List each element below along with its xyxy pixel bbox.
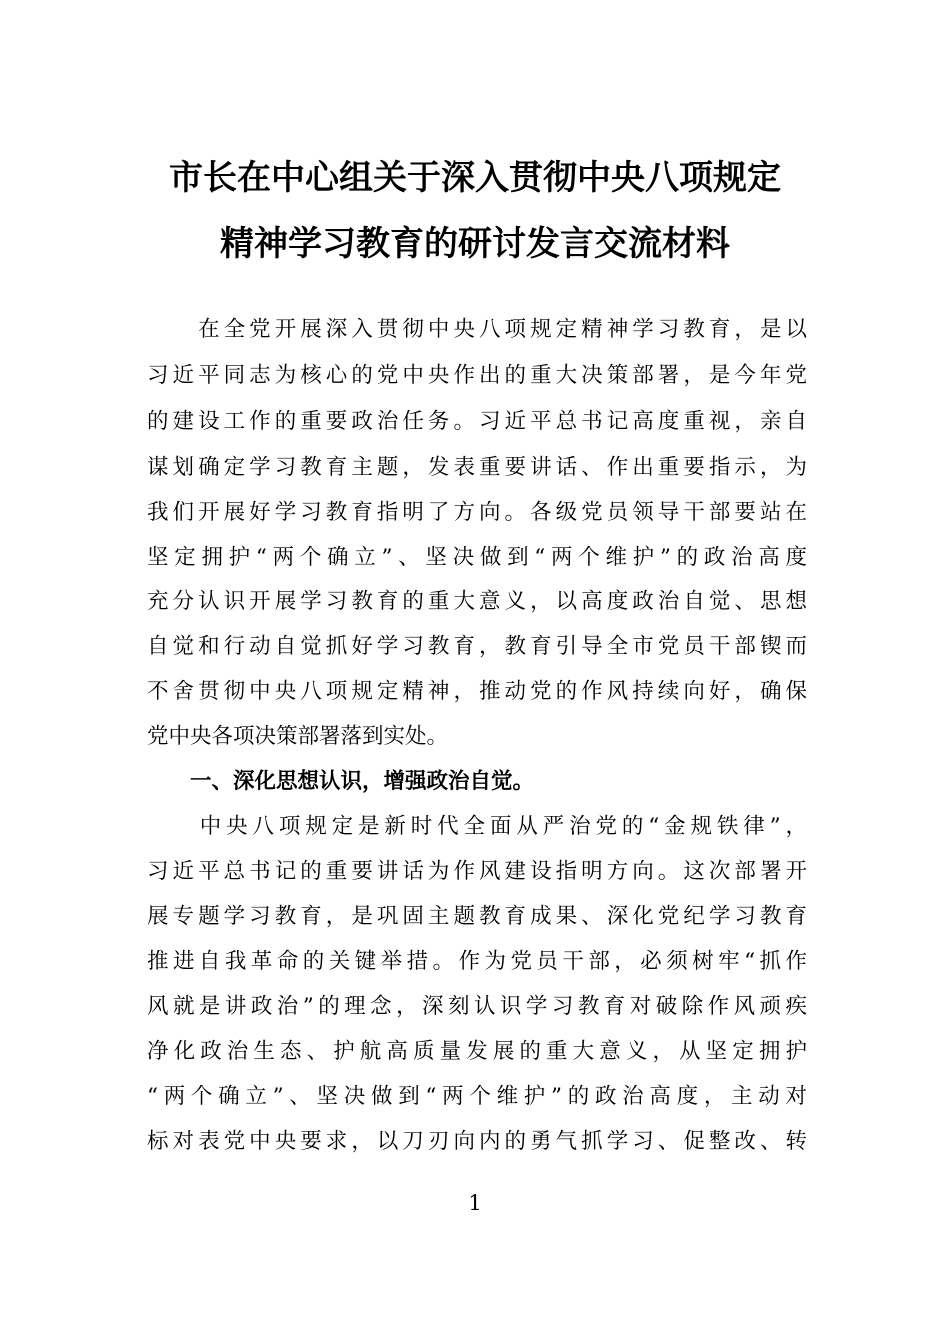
section-heading: 一、深化思想认识，增强政治自觉。 <box>190 769 535 794</box>
paragraph-1-line: 我们开展好学习教育指明了方向。各级党员领导干部要站在 <box>147 500 807 525</box>
paragraph-1-line: 党中央各项决策部署落到实处。 <box>147 724 449 749</box>
paragraph-1-line: 充分认识开展学习教育的重大意义，以高度政治自觉、思想 <box>147 589 807 614</box>
paragraph-1-line: 不舍贯彻中央八项规定精神，推动党的作风持续向好，确保 <box>147 679 807 704</box>
paragraph-1-line: 习近平同志为核心的党中央作出的重大决策部署，是今年党 <box>147 363 807 388</box>
paragraph-1-line: 自觉和行动自觉抓好学习教育，教育引导全市党员干部锲而 <box>147 634 807 659</box>
paragraph-2-line: 展专题学习教育，是巩固主题教育成果、深化党纪学习教育 <box>147 904 807 929</box>
document-title-line-1: 市长在中心组关于深入贯彻中央八项规定 <box>169 158 781 198</box>
paragraph-2-line: 推进自我革命的关键举措。作为党员干部，必须树牢“抓作 <box>147 949 807 974</box>
paragraph-1-line: 坚定拥护“两个确立”、坚决做到“两个维护”的政治高度 <box>147 545 807 570</box>
paragraph-2-line: 习近平总书记的重要讲话为作风建设指明方向。这次部署开 <box>147 859 807 884</box>
paragraph-2-line: 标对表党中央要求，以刀刃向内的勇气抓学习、促整改、转 <box>147 1129 807 1154</box>
paragraph-2-line: 中央八项规定是新时代全面从严治党的“金规铁律”， <box>147 814 807 839</box>
paragraph-1-line: 的建设工作的重要政治任务。习近平总书记高度重视，亲自 <box>147 409 807 434</box>
paragraph-2-line: 净化政治生态、护航高质量发展的重大意义，从坚定拥护 <box>147 1039 807 1064</box>
page-number: 1 <box>468 1191 482 1215</box>
paragraph-2-line: “两个确立”、坚决做到“两个维护”的政治高度，主动对 <box>147 1084 807 1109</box>
paragraph-1-line: 在全党开展深入贯彻中央八项规定精神学习教育，是以 <box>147 317 807 342</box>
paragraph-2-line: 风就是讲政治”的理念，深刻认识学习教育对破除作风顽疾 <box>147 994 807 1019</box>
document-title-line-2: 精神学习教育的研讨发言交流材料 <box>220 224 730 264</box>
paragraph-1-line: 谋划确定学习教育主题，发表重要讲话、作出重要指示，为 <box>147 455 807 480</box>
